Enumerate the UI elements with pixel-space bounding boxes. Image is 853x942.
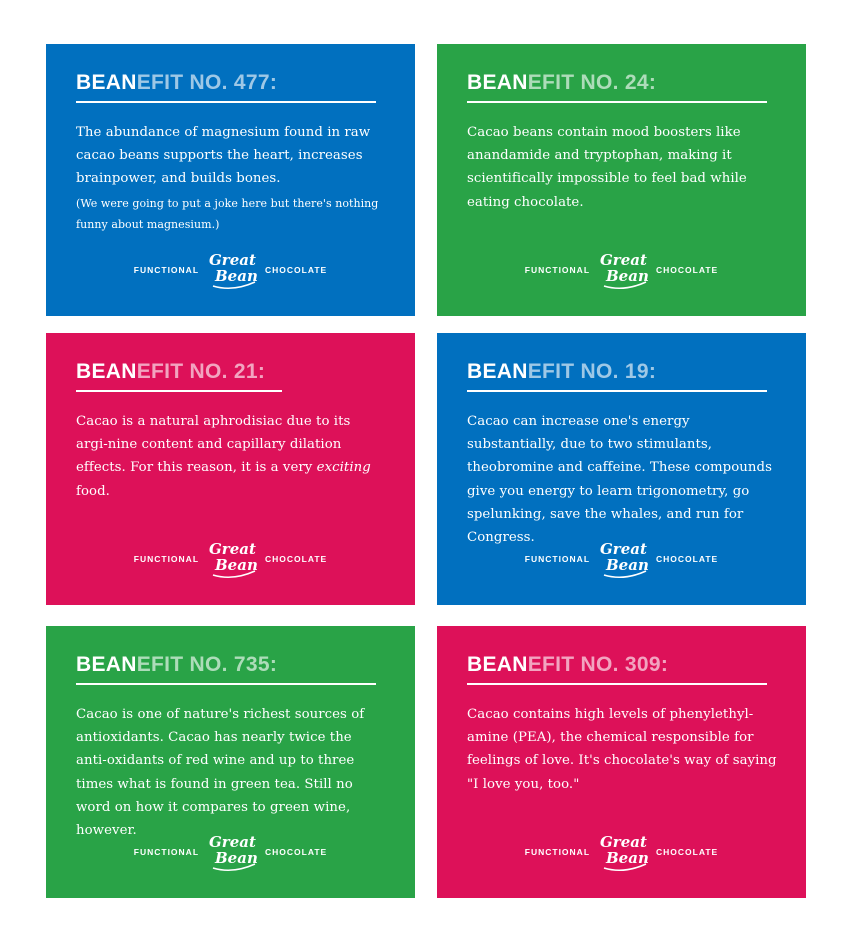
card-text: Cacao is a natural aphrodisiac due to its argi-nine content and capillary dilation effects. For this reason, it is a very exciting food. [76, 414, 371, 499]
svg-text:Bean: Bean [606, 556, 649, 574]
great-bean-logo: FUNCTIONAL Great Bean CHOCOLATE [437, 830, 806, 874]
great-bean-script-icon [596, 537, 650, 581]
card-title: BEANEFIT NO. 309: [467, 652, 767, 685]
svg-text:Great: Great [600, 540, 647, 558]
benefit-card-24 [437, 44, 806, 316]
great-bean-logo: FUNCTIONAL Great Bean CHOCOLATE [437, 248, 806, 292]
great-bean-script-icon [205, 830, 259, 874]
great-bean-logo: FUNCTIONAL Great Bean CHOCOLATE [46, 830, 415, 874]
great-bean-script-icon [596, 830, 650, 874]
benefit-card-19 [437, 333, 806, 605]
svg-text:Bean: Bean [215, 849, 258, 867]
great-bean-logo: FUNCTIONAL Great Bean CHOCOLATE [46, 537, 415, 581]
benefit-card-735 [46, 626, 415, 898]
card-title: BEANEFIT NO. 19: [467, 359, 767, 392]
svg-text:Bean: Bean [215, 556, 258, 574]
great-bean-logo: FUNCTIONAL Great Bean CHOCOLATE [46, 248, 415, 292]
benefit-card-309 [437, 626, 806, 898]
card-title: BEANEFIT NO. 21: [76, 359, 282, 392]
card-note: (We were going to put a joke here but there's nothing funny about magnesium.) [76, 196, 379, 231]
svg-text:Bean: Bean [606, 849, 649, 867]
benefit-card-21 [46, 333, 415, 605]
svg-text:Great: Great [209, 833, 256, 851]
card-text: Cacao beans contain mood boosters like anandamide and tryptophan, making it scientifically impossible to feel bad while eating chocolate. [467, 125, 747, 210]
svg-text:Bean: Bean [215, 267, 258, 285]
svg-text:Bean: Bean [606, 267, 649, 285]
card-text: Cacao can increase one's energy substantially, due to two stimulants, theobromine and caffeine. These compounds give you energy to learn trigonometry, go spelunking, save the whales, and run for Congress. [467, 414, 772, 546]
great-bean-script-icon [596, 248, 650, 292]
svg-text:Great: Great [209, 540, 256, 558]
card-title: BEANEFIT NO. 24: [467, 70, 767, 103]
card-title: BEANEFIT NO. 735: [76, 652, 376, 685]
card-text: The abundance of magnesium found in raw cacao beans supports the heart, increases brainpower, and builds bones. (We were going to put a joke here but there's nothing funny about magnesium.) [76, 121, 386, 235]
card-title: BEANEFIT NO. 477: [76, 70, 376, 103]
svg-text:Great: Great [600, 833, 647, 851]
card-text: Cacao is one of nature's richest sources of antioxidants. Cacao has nearly twice the anti-oxidants of red wine and up to three times what is found in green tea. Still no word on how it compares to green wine, however. [76, 707, 365, 839]
great-bean-script-icon [205, 537, 259, 581]
benefit-card-477 [46, 44, 415, 316]
card-text: Cacao contains high levels of phenylethyl-amine (PEA), the chemical responsible for feelings of love. It's chocolate's way of saying "I love you, too." [467, 707, 777, 792]
svg-text:Great: Great [600, 251, 647, 269]
great-bean-script-icon [205, 248, 259, 292]
great-bean-logo: FUNCTIONAL Great Bean CHOCOLATE [437, 537, 806, 581]
svg-text:Great: Great [209, 251, 256, 269]
